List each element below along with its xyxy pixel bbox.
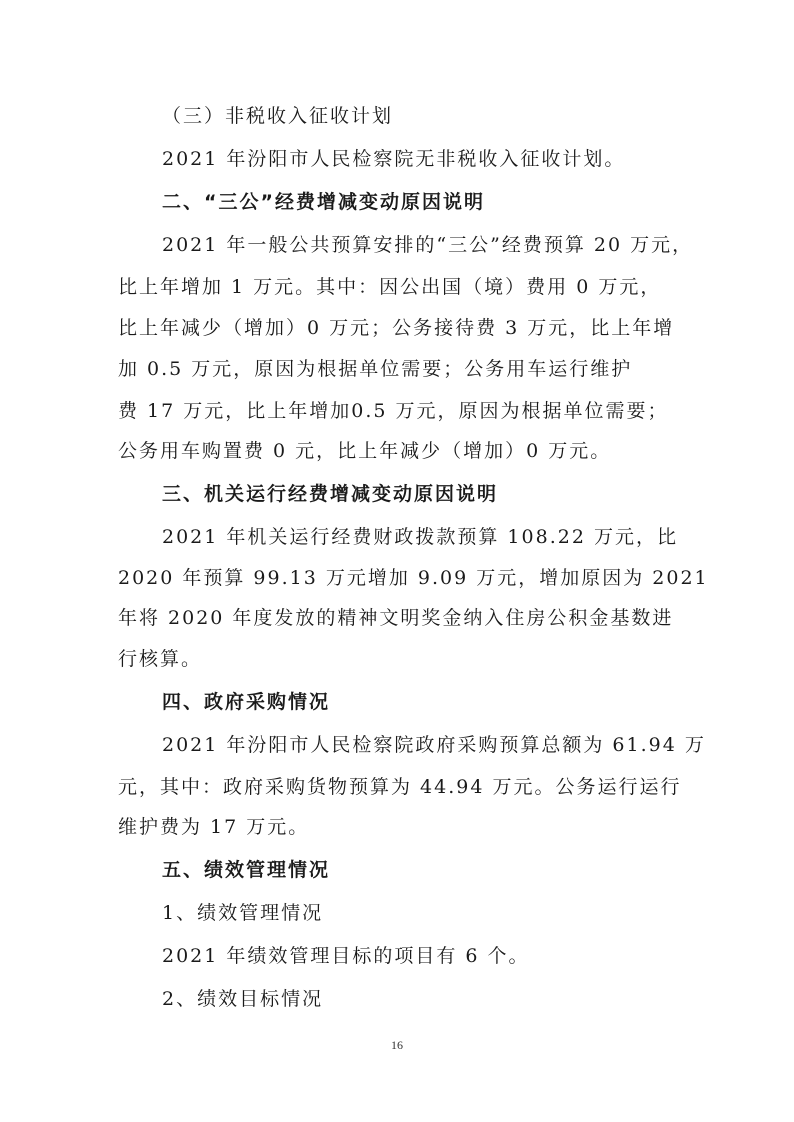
paragraph-line: 2021 年汾阳市人民检察院无非税收入征收计划。 <box>162 148 626 170</box>
paragraph-line: 费 17 万元，比上年增加0.5 万元，原因为根据单位需要； <box>118 400 669 422</box>
section-heading: 五、绩效管理情况 <box>162 859 331 881</box>
section-heading: 二、“三公”经费增减变动原因说明 <box>162 191 485 213</box>
paragraph-line: 比上年增加 1 万元。其中：因公出国（境）费用 0 万元， <box>118 276 662 298</box>
paragraph-line: 比上年减少（增加）0 万元；公务接待费 3 万元，比上年增 <box>118 317 675 339</box>
subsection-heading: 1、绩效管理情况 <box>162 902 324 924</box>
paragraph-line: 维护费为 17 万元。 <box>118 816 310 838</box>
section-heading: 四、政府采购情况 <box>162 691 331 713</box>
subsection-heading: 2、绩效目标情况 <box>162 988 324 1010</box>
paragraph-line: 2020 年预算 99.13 万元增加 9.09 万元，增加原因为 2021 <box>118 567 709 589</box>
paragraph-line: 年将 2020 年度发放的精神文明奖金纳入住房公积金基数进 <box>118 607 674 629</box>
page-number: 16 <box>391 1038 403 1052</box>
paragraph-line: 2021 年绩效管理目标的项目有 6 个。 <box>162 945 530 967</box>
paragraph-line: 2021 年一般公共预算安排的“三公”经费预算 20 万元， <box>162 234 694 256</box>
section-heading: 三、机关运行经费增减变动原因说明 <box>162 483 499 505</box>
paragraph-line: 2021 年机关运行经费财政拨款预算 108.22 万元，比 <box>162 526 678 548</box>
paragraph-line: 公务用车购置费 0 元，比上年减少（增加）0 万元。 <box>118 440 612 462</box>
paragraph-line: 2021 年汾阳市人民检察院政府采购预算总额为 61.94 万 <box>162 734 706 756</box>
paragraph-line: 加 0.5 万元，原因为根据单位需要；公务用车运行维护 <box>118 358 633 380</box>
paragraph-line: 行核算。 <box>118 648 203 670</box>
paragraph-line: 元，其中：政府采购货物预算为 44.94 万元。公务运行运行 <box>118 776 682 798</box>
subsection-heading: （三）非税收入征收计划 <box>162 105 394 127</box>
